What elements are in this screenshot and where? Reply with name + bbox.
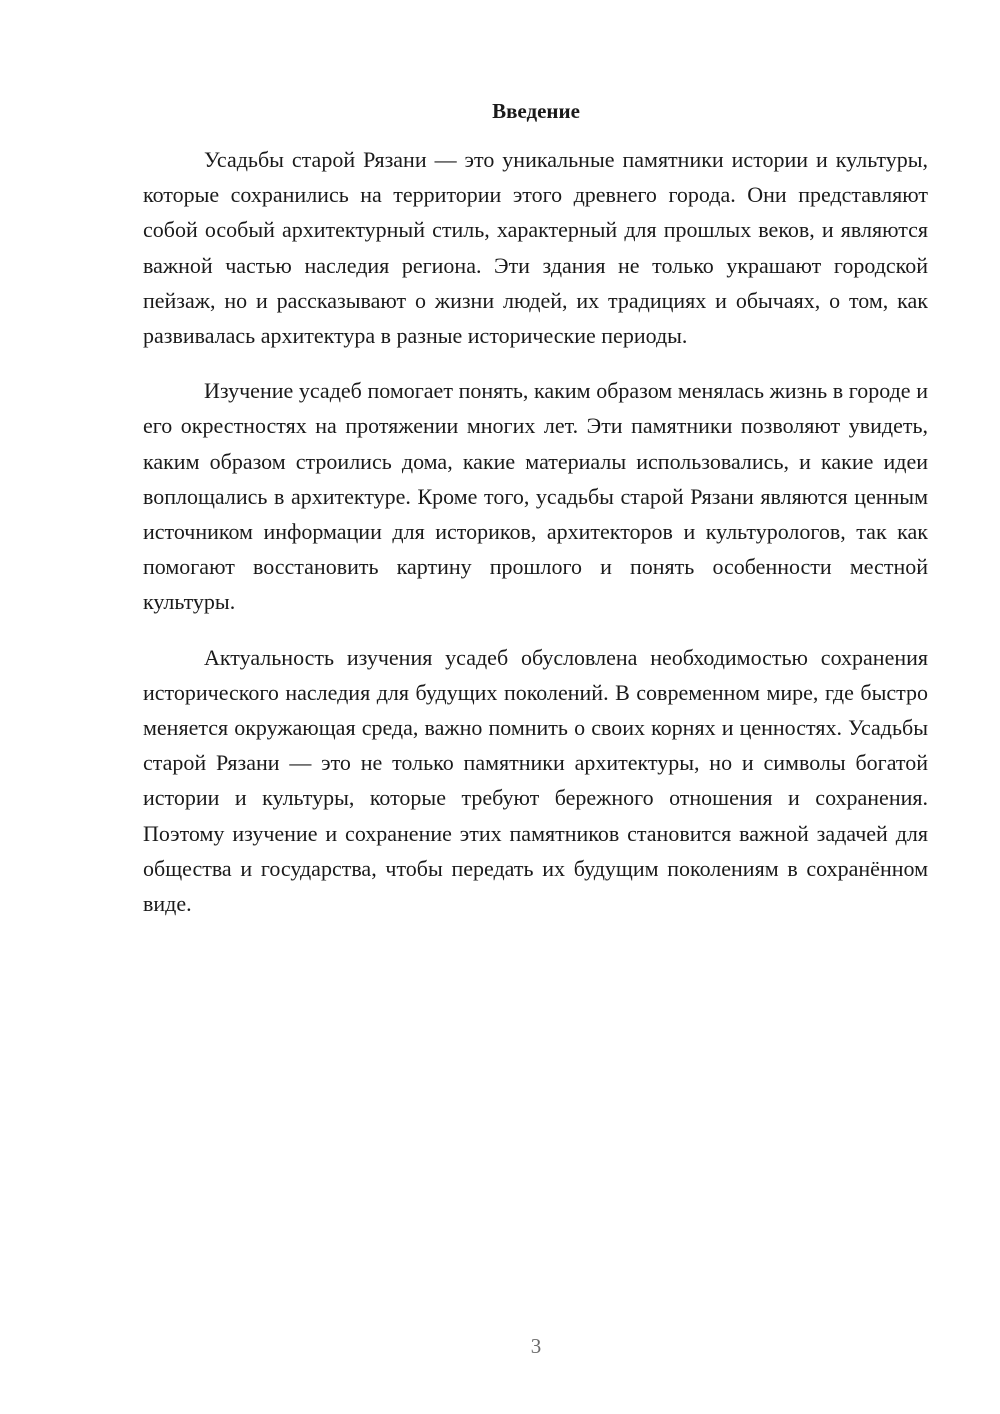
paragraph-1: Усадьбы старой Рязани — это уникальные памятники истории и культуры, которые сохранились на территории этого древнего города. Они представляют собой особый архитектурный стиль, характерный для прошлых веков, и являются важной частью наследия региона. Эти здания не только украшают городской пейзаж, но и рассказывают о жизни людей, их традициях и обычаях, о том, как развивалась архитектура в разные исторические периоды. [143, 147, 928, 349]
paragraph-3: Актуальность изучения усадеб обусловлена необходимостью сохранения исторического наследия для будущих поколений. В современном мире, где быстро меняется окружающая среда, важно помнить о своих корнях и ценностях. Усадьбы старой Рязани — это не только памятники архитектуры, но и символы богатой истории и культуры, которые требуют бережного отношения и сохранения. Поэтому изучение и сохранение этих памятников становится важной задачей для общества и государства, чтобы передать их будущим поколениям в сохранённом виде. [143, 644, 928, 917]
paragraph-2: Изучение усадеб помогает понять, каким образом менялась жизнь в городе и его окрестностях на протяжении многих лет. Эти памятники позволяют увидеть, каким образом строились дома, какие материалы использовались, и какие идеи воплощались в архитектуре. Кроме того, усадьбы старой Рязани являются ценным источником информации для историков, архитекторов и культурологов, так как помогают восстановить картину прошлого и понять особенности местной культуры. [143, 378, 928, 615]
document-body [143, 142, 928, 941]
section-heading: Введение [492, 99, 580, 123]
page-number: 3 [530, 1334, 542, 1358]
